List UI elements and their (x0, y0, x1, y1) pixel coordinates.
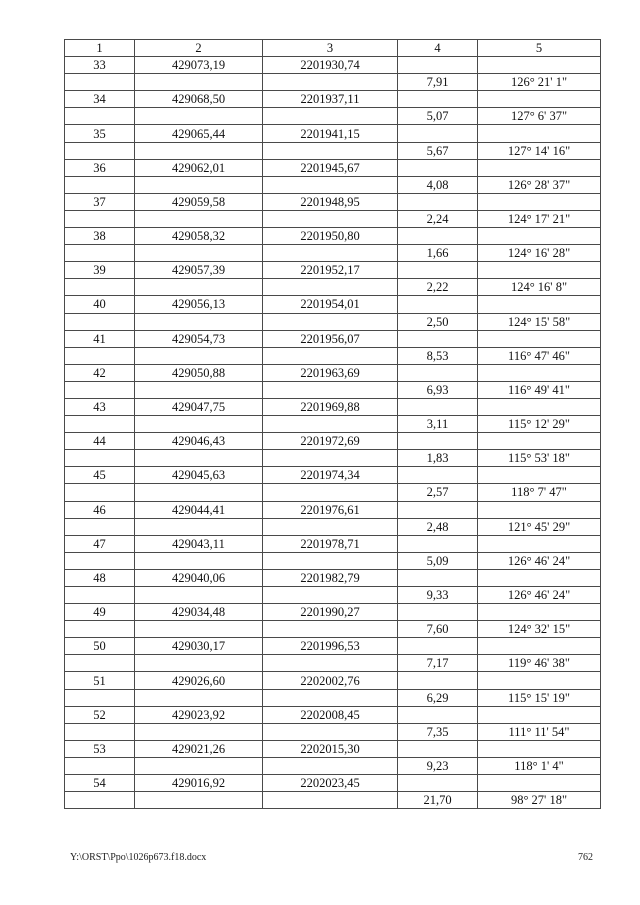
length-empty-cell (398, 91, 478, 108)
x-coordinate-cell: 429062,01 (135, 159, 263, 176)
segment-length-cell: 7,35 (398, 723, 478, 740)
segment-length-cell: 2,24 (398, 210, 478, 227)
point-number-cell: 42 (65, 364, 135, 381)
point-number-cell: 39 (65, 262, 135, 279)
number-empty-cell (65, 347, 135, 364)
angle-empty-cell (478, 296, 601, 313)
length-empty-cell (398, 262, 478, 279)
y-coordinate-cell: 2201956,07 (263, 330, 398, 347)
number-empty-cell (65, 450, 135, 467)
y-coordinate-cell: 2202008,45 (263, 706, 398, 723)
angle-empty-cell (478, 467, 601, 484)
angle-empty-cell (478, 91, 601, 108)
point-row (65, 672, 601, 689)
number-empty-cell (65, 176, 135, 193)
segment-length-cell: 21,70 (398, 792, 478, 809)
point-number-cell: 48 (65, 569, 135, 586)
segment-row (65, 313, 601, 330)
y-empty-cell (263, 74, 398, 91)
point-row (65, 125, 601, 142)
x-coordinate-cell: 429040,06 (135, 569, 263, 586)
point-number-cell: 33 (65, 57, 135, 74)
y-empty-cell (263, 416, 398, 433)
y-empty-cell (263, 621, 398, 638)
length-empty-cell (398, 364, 478, 381)
length-empty-cell (398, 535, 478, 552)
x-empty-cell (135, 142, 263, 159)
x-coordinate-cell: 429058,32 (135, 228, 263, 245)
point-row (65, 57, 601, 74)
y-empty-cell (263, 108, 398, 125)
number-empty-cell (65, 142, 135, 159)
segment-row (65, 655, 601, 672)
header-cell-1: 1 (65, 40, 135, 57)
number-empty-cell (65, 279, 135, 296)
x-empty-cell (135, 279, 263, 296)
direction-angle-cell: 115° 53' 18" (478, 450, 601, 467)
point-row (65, 296, 601, 313)
y-empty-cell (263, 552, 398, 569)
point-row (65, 330, 601, 347)
point-number-cell: 46 (65, 501, 135, 518)
segment-length-cell: 5,07 (398, 108, 478, 125)
point-row (65, 638, 601, 655)
number-empty-cell (65, 518, 135, 535)
y-empty-cell (263, 210, 398, 227)
point-number-cell: 40 (65, 296, 135, 313)
x-coordinate-cell: 429044,41 (135, 501, 263, 518)
x-coordinate-cell: 429016,92 (135, 775, 263, 792)
x-coordinate-cell: 429034,48 (135, 604, 263, 621)
header-cell-5: 5 (478, 40, 601, 57)
y-coordinate-cell: 2201948,95 (263, 193, 398, 210)
point-number-cell: 35 (65, 125, 135, 142)
y-empty-cell (263, 347, 398, 364)
x-coordinate-cell: 429021,26 (135, 740, 263, 757)
length-empty-cell (398, 467, 478, 484)
y-coordinate-cell: 2201969,88 (263, 398, 398, 415)
segment-row (65, 518, 601, 535)
segment-length-cell: 5,67 (398, 142, 478, 159)
y-empty-cell (263, 757, 398, 774)
y-empty-cell (263, 450, 398, 467)
point-number-cell: 44 (65, 433, 135, 450)
direction-angle-cell: 124° 17' 21" (478, 210, 601, 227)
segment-row (65, 210, 601, 227)
number-empty-cell (65, 484, 135, 501)
direction-angle-cell: 121° 45' 29" (478, 518, 601, 535)
y-coordinate-cell: 2201996,53 (263, 638, 398, 655)
x-empty-cell (135, 587, 263, 604)
x-empty-cell (135, 450, 263, 467)
segment-length-cell: 7,91 (398, 74, 478, 91)
direction-angle-cell: 118° 1' 4" (478, 757, 601, 774)
point-number-cell: 54 (65, 775, 135, 792)
segment-length-cell: 4,08 (398, 176, 478, 193)
number-empty-cell (65, 74, 135, 91)
point-row (65, 193, 601, 210)
point-row (65, 740, 601, 757)
point-row (65, 364, 601, 381)
segment-length-cell: 9,33 (398, 587, 478, 604)
segment-row (65, 689, 601, 706)
length-empty-cell (398, 775, 478, 792)
direction-angle-cell: 118° 7' 47" (478, 484, 601, 501)
y-coordinate-cell: 2201954,01 (263, 296, 398, 313)
segment-row (65, 381, 601, 398)
y-coordinate-cell: 2201982,79 (263, 569, 398, 586)
y-empty-cell (263, 279, 398, 296)
y-coordinate-cell: 2201972,69 (263, 433, 398, 450)
segment-length-cell: 2,22 (398, 279, 478, 296)
direction-angle-cell: 127° 14' 16" (478, 142, 601, 159)
angle-empty-cell (478, 706, 601, 723)
segment-length-cell: 7,60 (398, 621, 478, 638)
length-empty-cell (398, 57, 478, 74)
number-empty-cell (65, 792, 135, 809)
length-empty-cell (398, 228, 478, 245)
segment-row (65, 587, 601, 604)
point-row (65, 604, 601, 621)
segment-length-cell: 7,17 (398, 655, 478, 672)
point-row (65, 398, 601, 415)
number-empty-cell (65, 552, 135, 569)
segment-row (65, 108, 601, 125)
segment-length-cell: 9,23 (398, 757, 478, 774)
length-empty-cell (398, 569, 478, 586)
coordinates-table-body (65, 40, 601, 809)
angle-empty-cell (478, 775, 601, 792)
x-empty-cell (135, 723, 263, 740)
number-empty-cell (65, 416, 135, 433)
angle-empty-cell (478, 159, 601, 176)
point-row (65, 706, 601, 723)
number-empty-cell (65, 245, 135, 262)
number-empty-cell (65, 655, 135, 672)
segment-row (65, 176, 601, 193)
x-empty-cell (135, 245, 263, 262)
point-number-cell: 52 (65, 706, 135, 723)
segment-row (65, 552, 601, 569)
length-empty-cell (398, 125, 478, 142)
point-number-cell: 43 (65, 398, 135, 415)
x-coordinate-cell: 429045,63 (135, 467, 263, 484)
length-empty-cell (398, 604, 478, 621)
y-empty-cell (263, 381, 398, 398)
point-row (65, 228, 601, 245)
x-empty-cell (135, 74, 263, 91)
y-coordinate-cell: 2201950,80 (263, 228, 398, 245)
point-row (65, 91, 601, 108)
segment-row (65, 792, 601, 809)
point-number-cell: 53 (65, 740, 135, 757)
x-empty-cell (135, 484, 263, 501)
segment-row (65, 757, 601, 774)
x-coordinate-cell: 429050,88 (135, 364, 263, 381)
x-coordinate-cell: 429057,39 (135, 262, 263, 279)
y-empty-cell (263, 689, 398, 706)
direction-angle-cell: 124° 16' 8" (478, 279, 601, 296)
direction-angle-cell: 124° 15' 58" (478, 313, 601, 330)
point-number-cell: 36 (65, 159, 135, 176)
x-empty-cell (135, 108, 263, 125)
y-coordinate-cell: 2201937,11 (263, 91, 398, 108)
direction-angle-cell: 126° 46' 24" (478, 552, 601, 569)
segment-row (65, 723, 601, 740)
number-empty-cell (65, 587, 135, 604)
direction-angle-cell: 126° 46' 24" (478, 587, 601, 604)
x-coordinate-cell: 429056,13 (135, 296, 263, 313)
angle-empty-cell (478, 569, 601, 586)
segment-row (65, 347, 601, 364)
point-number-cell: 51 (65, 672, 135, 689)
length-empty-cell (398, 706, 478, 723)
segment-length-cell: 6,93 (398, 381, 478, 398)
angle-empty-cell (478, 433, 601, 450)
y-coordinate-cell: 2201941,15 (263, 125, 398, 142)
angle-empty-cell (478, 228, 601, 245)
direction-angle-cell: 115° 12' 29" (478, 416, 601, 433)
angle-empty-cell (478, 364, 601, 381)
point-number-cell: 49 (65, 604, 135, 621)
segment-row (65, 245, 601, 262)
segment-row (65, 621, 601, 638)
angle-empty-cell (478, 740, 601, 757)
x-coordinate-cell: 429026,60 (135, 672, 263, 689)
y-coordinate-cell: 2202023,45 (263, 775, 398, 792)
angle-empty-cell (478, 398, 601, 415)
y-empty-cell (263, 484, 398, 501)
header-row (65, 40, 601, 57)
length-empty-cell (398, 740, 478, 757)
x-empty-cell (135, 176, 263, 193)
length-empty-cell (398, 193, 478, 210)
y-empty-cell (263, 723, 398, 740)
x-empty-cell (135, 655, 263, 672)
point-number-cell: 38 (65, 228, 135, 245)
y-empty-cell (263, 313, 398, 330)
header-cell-4: 4 (398, 40, 478, 57)
y-empty-cell (263, 587, 398, 604)
point-row (65, 159, 601, 176)
coordinates-table (64, 39, 601, 809)
length-empty-cell (398, 638, 478, 655)
direction-angle-cell: 127° 6' 37" (478, 108, 601, 125)
point-row (65, 569, 601, 586)
angle-empty-cell (478, 535, 601, 552)
segment-length-cell: 1,66 (398, 245, 478, 262)
angle-empty-cell (478, 638, 601, 655)
direction-angle-cell: 124° 16' 28" (478, 245, 601, 262)
point-number-cell: 34 (65, 91, 135, 108)
x-empty-cell (135, 757, 263, 774)
point-row (65, 433, 601, 450)
segment-row (65, 279, 601, 296)
length-empty-cell (398, 501, 478, 518)
x-coordinate-cell: 429043,11 (135, 535, 263, 552)
y-coordinate-cell: 2201930,74 (263, 57, 398, 74)
segment-row (65, 74, 601, 91)
number-empty-cell (65, 689, 135, 706)
segment-length-cell: 2,57 (398, 484, 478, 501)
angle-empty-cell (478, 262, 601, 279)
point-row (65, 775, 601, 792)
direction-angle-cell: 124° 32' 15" (478, 621, 601, 638)
x-empty-cell (135, 792, 263, 809)
x-empty-cell (135, 347, 263, 364)
segment-length-cell: 8,53 (398, 347, 478, 364)
angle-empty-cell (478, 330, 601, 347)
header-cell-3: 3 (263, 40, 398, 57)
point-number-cell: 50 (65, 638, 135, 655)
segment-length-cell: 5,09 (398, 552, 478, 569)
length-empty-cell (398, 330, 478, 347)
x-empty-cell (135, 621, 263, 638)
segment-length-cell: 2,48 (398, 518, 478, 535)
segment-row (65, 416, 601, 433)
point-row (65, 467, 601, 484)
x-coordinate-cell: 429073,19 (135, 57, 263, 74)
direction-angle-cell: 119° 46' 38" (478, 655, 601, 672)
number-empty-cell (65, 757, 135, 774)
direction-angle-cell: 115° 15' 19" (478, 689, 601, 706)
y-coordinate-cell: 2201974,34 (263, 467, 398, 484)
y-coordinate-cell: 2201976,61 (263, 501, 398, 518)
y-empty-cell (263, 245, 398, 262)
angle-empty-cell (478, 501, 601, 518)
number-empty-cell (65, 621, 135, 638)
direction-angle-cell: 126° 21' 1" (478, 74, 601, 91)
footer-file-path: Y:\ORST\Ppo\1026p673.f18.docx (70, 852, 207, 863)
x-coordinate-cell: 429023,92 (135, 706, 263, 723)
direction-angle-cell: 116° 49' 41" (478, 381, 601, 398)
length-empty-cell (398, 672, 478, 689)
number-empty-cell (65, 313, 135, 330)
point-number-cell: 45 (65, 467, 135, 484)
point-row (65, 501, 601, 518)
point-number-cell: 47 (65, 535, 135, 552)
number-empty-cell (65, 210, 135, 227)
segment-length-cell: 1,83 (398, 450, 478, 467)
y-coordinate-cell: 2201952,17 (263, 262, 398, 279)
y-coordinate-cell: 2201990,27 (263, 604, 398, 621)
angle-empty-cell (478, 57, 601, 74)
x-coordinate-cell: 429046,43 (135, 433, 263, 450)
number-empty-cell (65, 381, 135, 398)
y-coordinate-cell: 2201978,71 (263, 535, 398, 552)
point-row (65, 262, 601, 279)
x-empty-cell (135, 210, 263, 227)
point-row (65, 535, 601, 552)
angle-empty-cell (478, 125, 601, 142)
y-coordinate-cell: 2202002,76 (263, 672, 398, 689)
x-coordinate-cell: 429068,50 (135, 91, 263, 108)
x-coordinate-cell: 429047,75 (135, 398, 263, 415)
length-empty-cell (398, 296, 478, 313)
length-empty-cell (398, 433, 478, 450)
segment-length-cell: 6,29 (398, 689, 478, 706)
x-empty-cell (135, 689, 263, 706)
y-coordinate-cell: 2201963,69 (263, 364, 398, 381)
x-coordinate-cell: 429030,17 (135, 638, 263, 655)
x-empty-cell (135, 381, 263, 398)
angle-empty-cell (478, 193, 601, 210)
point-number-cell: 37 (65, 193, 135, 210)
angle-empty-cell (478, 672, 601, 689)
x-coordinate-cell: 429054,73 (135, 330, 263, 347)
segment-row (65, 450, 601, 467)
length-empty-cell (398, 398, 478, 415)
x-coordinate-cell: 429065,44 (135, 125, 263, 142)
y-empty-cell (263, 176, 398, 193)
number-empty-cell (65, 723, 135, 740)
y-empty-cell (263, 655, 398, 672)
number-empty-cell (65, 108, 135, 125)
segment-row (65, 484, 601, 501)
direction-angle-cell: 116° 47' 46" (478, 347, 601, 364)
direction-angle-cell: 111° 11' 54" (478, 723, 601, 740)
length-empty-cell (398, 159, 478, 176)
point-number-cell: 41 (65, 330, 135, 347)
footer-page-number: 762 (578, 852, 593, 863)
x-empty-cell (135, 518, 263, 535)
direction-angle-cell: 98° 27' 18" (478, 792, 601, 809)
y-coordinate-cell: 2202015,30 (263, 740, 398, 757)
header-cell-2: 2 (135, 40, 263, 57)
x-empty-cell (135, 313, 263, 330)
direction-angle-cell: 126° 28' 37" (478, 176, 601, 193)
segment-length-cell: 3,11 (398, 416, 478, 433)
segment-row (65, 142, 601, 159)
y-coordinate-cell: 2201945,67 (263, 159, 398, 176)
y-empty-cell (263, 142, 398, 159)
angle-empty-cell (478, 604, 601, 621)
x-coordinate-cell: 429059,58 (135, 193, 263, 210)
segment-length-cell: 2,50 (398, 313, 478, 330)
x-empty-cell (135, 552, 263, 569)
y-empty-cell (263, 518, 398, 535)
y-empty-cell (263, 792, 398, 809)
x-empty-cell (135, 416, 263, 433)
